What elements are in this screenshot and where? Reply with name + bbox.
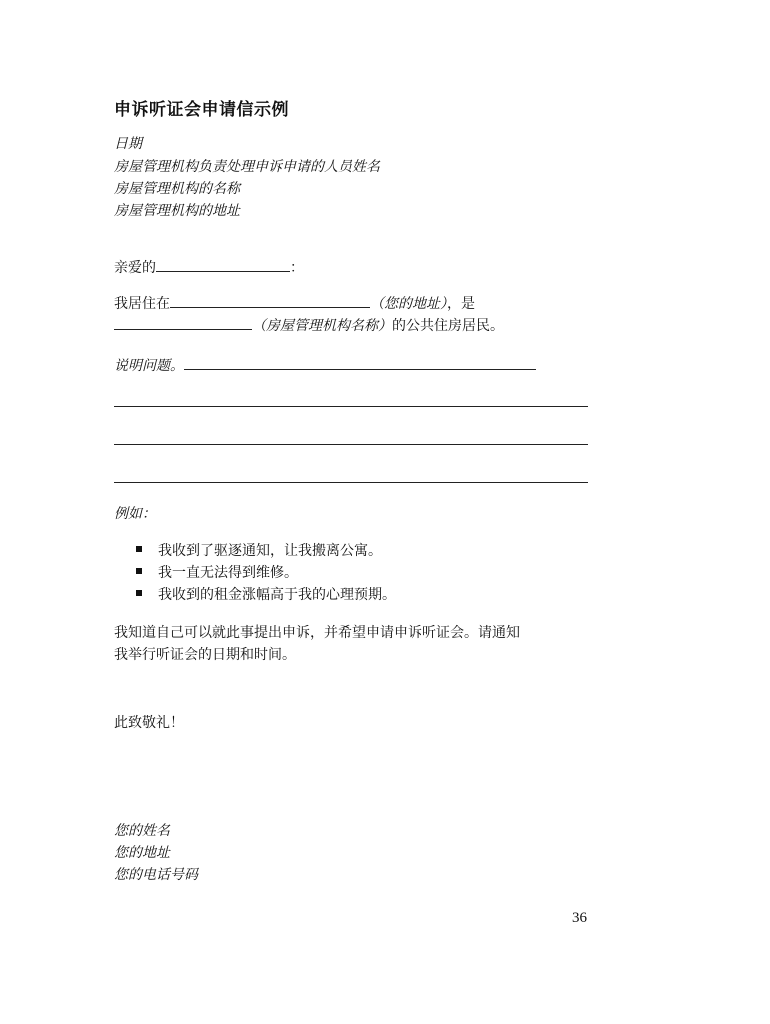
page-title: 申诉听证会申请信示例: [114, 100, 289, 120]
residence-suffix-1: ，是: [447, 296, 475, 312]
request-line-1: 我知道自己可以就此事提出申诉，并希望申请申诉听证会。请通知: [114, 625, 520, 641]
problem-blank-line-3: [114, 482, 588, 483]
example-label: 例如：: [114, 506, 156, 522]
problem-label: 说明问题。: [114, 358, 184, 374]
example-list: [136, 540, 396, 606]
closing: 此致敬礼！: [114, 715, 184, 731]
agency-name-blank: [114, 314, 252, 330]
problem-blank: [184, 354, 536, 370]
salutation-suffix: ：: [290, 260, 304, 276]
header-agency-name: 房屋管理机构的名称: [114, 181, 240, 197]
problem-blank-line-2: [114, 444, 588, 445]
residence-line-2: [114, 314, 504, 337]
residence-prefix: 我居住在: [114, 296, 170, 312]
header-date: 日期: [114, 136, 142, 152]
residence-line-1: [114, 292, 475, 315]
problem-line: [114, 354, 536, 377]
list-item: 我一直无法得到维修。: [136, 562, 396, 584]
list-item: 我收到了驱逐通知，让我搬离公寓。: [136, 540, 396, 562]
signature-address: 您的地址: [114, 845, 170, 861]
signature-phone: 您的电话号码: [114, 867, 198, 883]
signature-name: 您的姓名: [114, 823, 170, 839]
address-blank: [170, 292, 370, 308]
salutation: [114, 256, 304, 279]
salutation-prefix: 亲爱的: [114, 260, 156, 276]
request-line-2: 我举行听证会的日期和时间。: [114, 647, 296, 663]
header-person-name: 房屋管理机构负责处理申诉申请的人员姓名: [114, 159, 380, 175]
header-agency-address: 房屋管理机构的地址: [114, 203, 240, 219]
recipient-blank: [156, 256, 290, 272]
list-item: 我收到的租金涨幅高于我的心理预期。: [136, 584, 396, 606]
square-bullet-icon: [136, 546, 142, 552]
problem-blank-line-1: [114, 406, 588, 407]
square-bullet-icon: [136, 590, 142, 596]
agency-name-hint: （房屋管理机构名称）: [252, 318, 392, 334]
page-number: 36: [572, 910, 587, 926]
square-bullet-icon: [136, 568, 142, 574]
residence-suffix-2: 的公共住房居民。: [392, 318, 504, 334]
address-hint: （您的地址）: [370, 296, 447, 312]
